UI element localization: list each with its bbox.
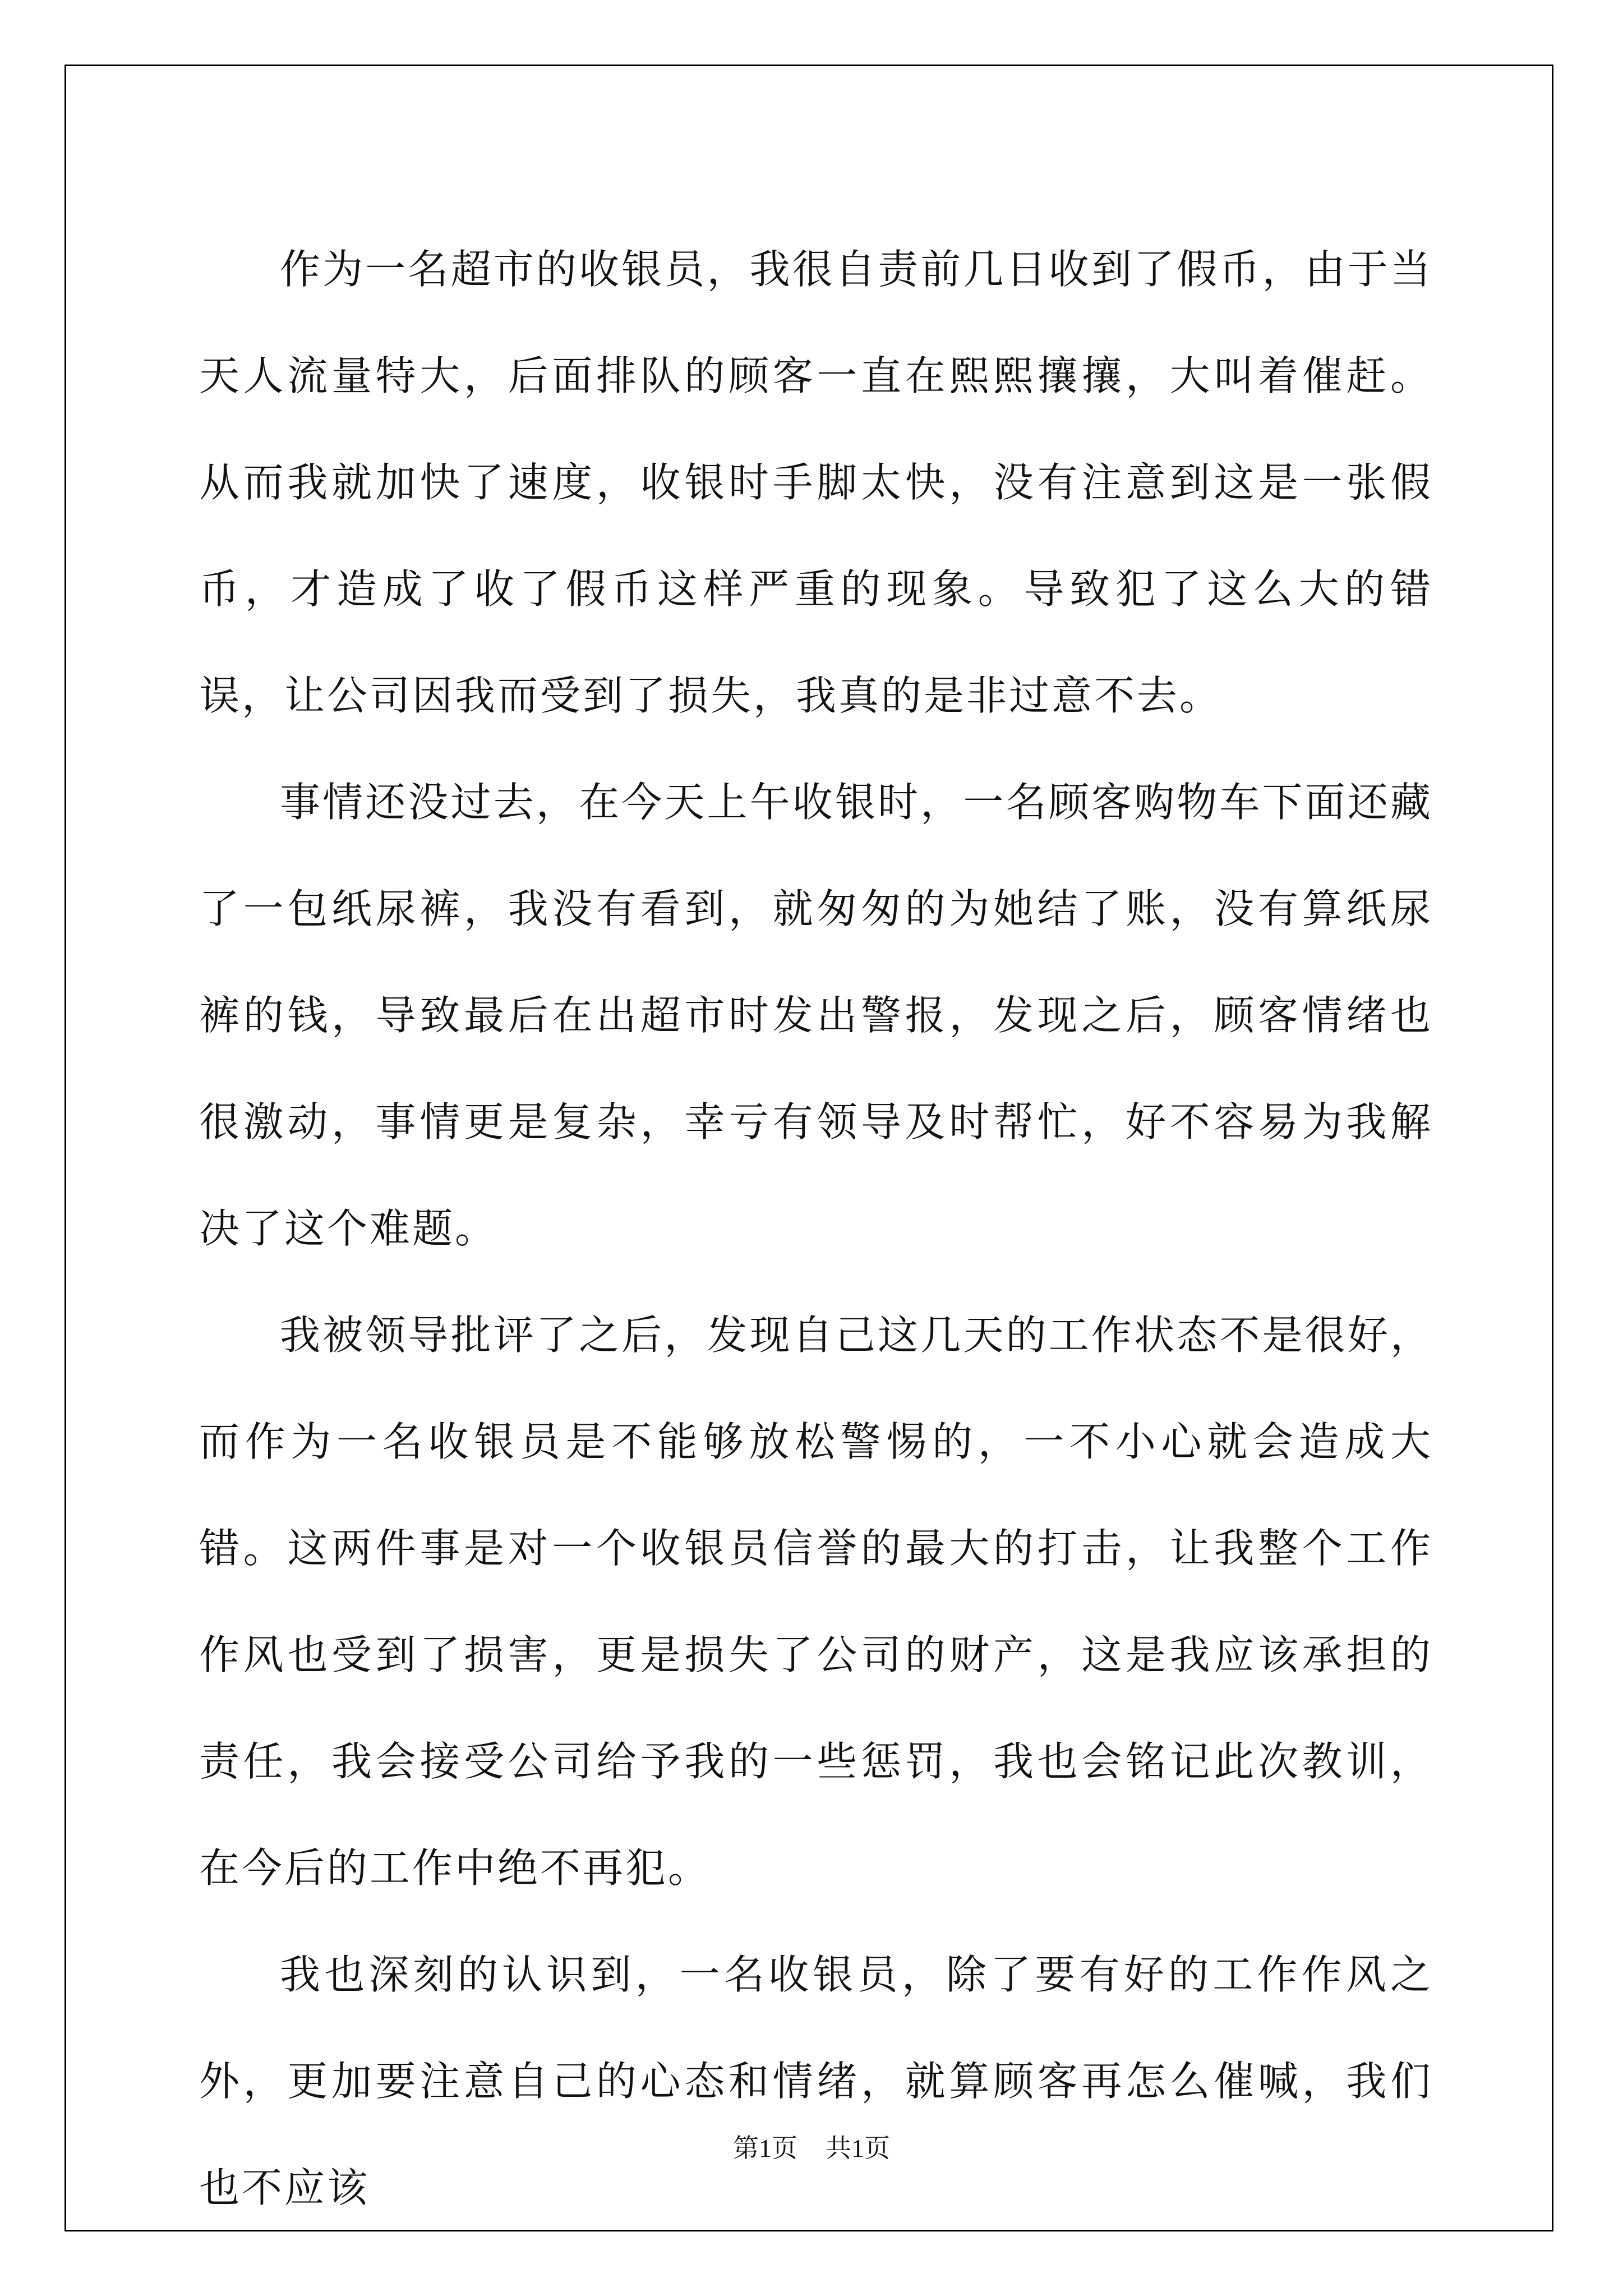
paragraph: 事情还没过去，在今天上午收银时，一名顾客购物车下面还藏了一包纸尿裤，我没有看到，就匆匆的为她结了账，没有算纸尿裤的钱，导致最后在出超市时发出警报，发现之后，顾客情绪也很激动，事情更是复杂，幸亏有领导及时帮忙，好不容易为我解决了这个难题。	[199, 779, 1433, 1252]
page-footer	[0, 2128, 1623, 2165]
paragraph: 我也深刻的认识到，一名收银员，除了要有好的工作作风之外，更加要注意自己的心态和情绪，就算顾客再怎么催喊，我们也不应该	[199, 1951, 1433, 2211]
paragraph: 我被领导批评了之后，发现自己这几天的工作状态不是很好，而作为一名收银员是不能够放松警惕的，一不小心就会造成大错。这两件事是对一个收银员信誉的最大的打击，让我整个工作作风也受到了损害，更是损失了公司的财产，这是我应该承担的责任，我会接受公司给予我的一些惩罚，我也会铭记此次教训，在今后的工作中绝不再犯。	[199, 1312, 1433, 1892]
page-total: 共1页	[826, 2134, 890, 2162]
document-body	[199, 216, 1433, 2241]
paragraph: 作为一名超市的收银员，我很自责前几日收到了假币，由于当天人流量特大，后面排队的顾客一直在熙熙攘攘，大叫着催赶。从而我就加快了速度，收银时手脚太快，没有注意到这是一张假币，才造成了收了假币这样严重的现象。导致犯了这么大的错误，让公司因我而受到了损失，我真的是非过意不去。	[199, 246, 1433, 719]
page-number: 第1页	[733, 2134, 797, 2162]
